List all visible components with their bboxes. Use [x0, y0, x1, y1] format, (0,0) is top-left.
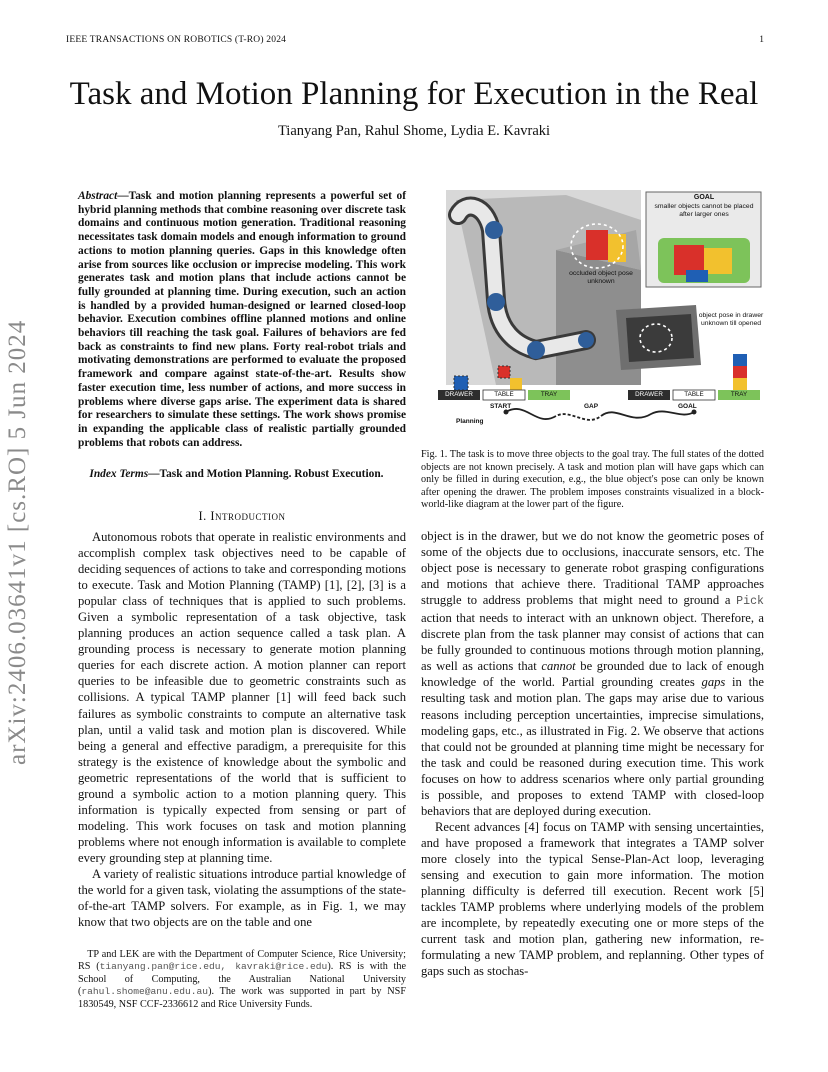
arxiv-stamp: arXiv:2406.03641v1 [cs.RO] 5 Jun 2024 [4, 319, 31, 765]
p3-text-b: action that needs to interact with an unknown object. Therefore, a discrete plan from the task planner may consist of actions that can be fully grounded to continuous motions through motion planning, as well as actions that [421, 611, 764, 674]
pick-code: Pick [736, 595, 764, 609]
index-terms [78, 468, 406, 482]
footnote [78, 949, 406, 1011]
footnote-emails-1: tianyang.pan@rice.edu, kavraki@rice.edu [99, 961, 328, 973]
start-table-label: TABLE [494, 391, 514, 398]
figure-1 [436, 190, 766, 430]
intro-paragraph-1: Autonomous robots that operate in realistic environments and accomplish complex task objectives need to be capable of deciding sequences of actions to take and corresponding motions to execute. Task and Motion Planning (TAMP) [1], [2], [3] is a popular class of techniques that is applied to such problems. Given a symbolic representation of a task objective, task planning produces an action sequence called a task plan. A grounding process is necessary to generate motion planning queries for each discrete action. A motion planner can report queries to be infeasible due to geometric constraints such as collisions. A typical TAMP planner [1] will feed back such failures as symbolic constraints to compute an alternative task plan, until a valid task and motion plan is discovered. While being a general and effective paradigm, a prerequisite for this strategy is the existence of knowledge about the symbolic and geometric representations of the world that is sufficient to ground a symbolic action to a motion planning query. This information is typically expected from sensing or part of modeling. This work focuses on task and motion planning problems where not enough information is available to complete every grounding step at planning time. [78, 530, 406, 865]
footnote-text-c: ). The work was supported in part by NSF 1830549, NSF CCF-2336612 and Rice University Funds. [78, 986, 406, 1010]
p3-text-d: in the resulting task and motion plan. The gaps may arise due to various reasons including perception uncertainties, imprecise simulations, modeling gaps, etc., as illustrated in Fig. 2. We observe that actions that could not be grounded at planning time might be necessary for the task and could be reasoned during execution time. This work focuses on how to address scenarios where only partial grounding is possible, and proposes to extend TAMP with closed-loop behaviors that are deployed during execution. [421, 675, 764, 818]
p3-emphasis-gaps: gaps [701, 675, 726, 690]
index-terms-label: Index Terms [89, 468, 149, 480]
figure-1-caption: Fig. 1. The task is to move three objects to the goal tray. The full states of the dotted objects are not known precisely. A task and motion plan will have gaps which can only be filled in during execution, e.g., the blue object's pose can only be known after opening the drawer. The problem imposes constraints visualized in a block-world-like diagram at the lower part of the figure. [421, 449, 764, 510]
journal-header: IEEE TRANSACTIONS ON ROBOTICS (T-RO) 2024 [66, 35, 287, 45]
intro-paragraph-4: Recent advances [4] focus on TAMP with sensing uncertainties, and have proposed a framework that integrates a TAMP solver more closely into the typical Sense-Plan-Act loop, leveraging sensing and execution to gain more information. The motion planning difficulty is deferred till execution. Recent work [5] tackles TAMP problems where underlying models of the problem are incomplete, by repeatedly executing one or more steps of the current task and motion plan, gathering new information, re-formulating a new TAMP problem, and replanning. Other types of gaps such as stochas- [421, 819, 764, 979]
start-label: START [490, 403, 512, 410]
goal-block-red [733, 366, 747, 378]
start-drawer-label: DRAWER [445, 391, 473, 398]
drawer-note: object pose in drawer unknown till opened [698, 312, 764, 327]
intro-paragraph-3 [421, 528, 764, 819]
goal-drawer-label: DRAWER [635, 391, 663, 398]
footnote-text-a: TP and LEK are with the Department of Computer Science, Rice University; RS ( [78, 949, 406, 973]
column-left [78, 529, 406, 930]
index-terms-text: —Task and Motion Planning. Robust Execution. [148, 468, 384, 480]
column-right [421, 528, 764, 979]
footnote-emails-2: rahul.shome@anu.edu.au [81, 986, 209, 998]
occluded-note: occluded object pose unknown [569, 270, 633, 285]
goal-title: GOAL [693, 194, 715, 201]
goal-block-yellow [733, 378, 747, 390]
abstract-text: —Task and motion planning represents a powerful set of hybrid planning methods that combine reasoning over discrete task domains and continuous motion generation. Traditional reasoning necessitates task domain models and enough information to ground actions to motion planning queries. Gaps in this knowledge often arise from sources like occlusion or imprecise modeling. This work generates task and motion plans that include actions cannot be fully grounded at planning time. During execution, such an action is handled by a provided human-designed or learned closed-loop behavior. Execution combines offline planned motions and online behaviors till reaching the task goal. Failures of behaviors are fed back as constraints to find new plans. Forty real-robot trials and motivating demonstrations are performed to evaluate the proposed framework and compare against state-of-the-art. Results show faster execution time, less number of actions, and more success in problems where diverse gaps arise. The experiment data is shared for researchers to simulate these settings. The work shows promise in expanding the applicable class of realistic partially grounded problems that robots can address. [78, 190, 406, 449]
start-tray-label: TRAY [540, 391, 558, 398]
planning-label: Planning [456, 418, 484, 425]
goal-table-label: TABLE [684, 391, 704, 398]
page-number: 1 [759, 35, 764, 45]
goal-tray-label: TRAY [730, 391, 748, 398]
goal-note: smaller objects cannot be placed after larger ones [654, 203, 754, 218]
p3-text-a: object is in the drawer, but we do not know the geometric poses of some of the objects due to occlusions, inaccurate sensors, etc. The object pose is necessary to generate robot grasping configurations and motions that achieve there. Traditional TAMP approaches struggle to address problems that might need to ground a [421, 529, 764, 608]
p3-text-c: be grounded due to lack of enough knowledge of the world. Partial grounding creates [421, 659, 764, 690]
intro-paragraph-2: A variety of realistic situations introduce partial knowledge of the world for a given task, violating the assumptions of the state-of-the-art TAMP solvers. For example, as in Fig. 1, we may know that two objects are on the table and one [78, 866, 406, 930]
abstract-label: Abstract [78, 190, 118, 202]
goal-block-blue [733, 354, 747, 366]
footnote-text-b: ). RS is with the School of Computing, the Australian National University ( [78, 961, 406, 998]
start-block-red [498, 366, 510, 378]
start-block-blue [454, 376, 468, 390]
start-block-yellow [510, 378, 522, 390]
paper-title: Task and Motion Planning for Execution in the Real [69, 76, 759, 112]
box-red [586, 230, 608, 260]
paper-authors: Tianyang Pan, Rahul Shome, Lydia E. Kavraki [277, 123, 551, 139]
abstract [78, 190, 406, 450]
gap-label: GAP [584, 403, 599, 410]
section-heading: I. Introduction [198, 509, 286, 523]
p3-emphasis-cannot: cannot [541, 659, 576, 674]
goal-label: GOAL [678, 403, 697, 410]
